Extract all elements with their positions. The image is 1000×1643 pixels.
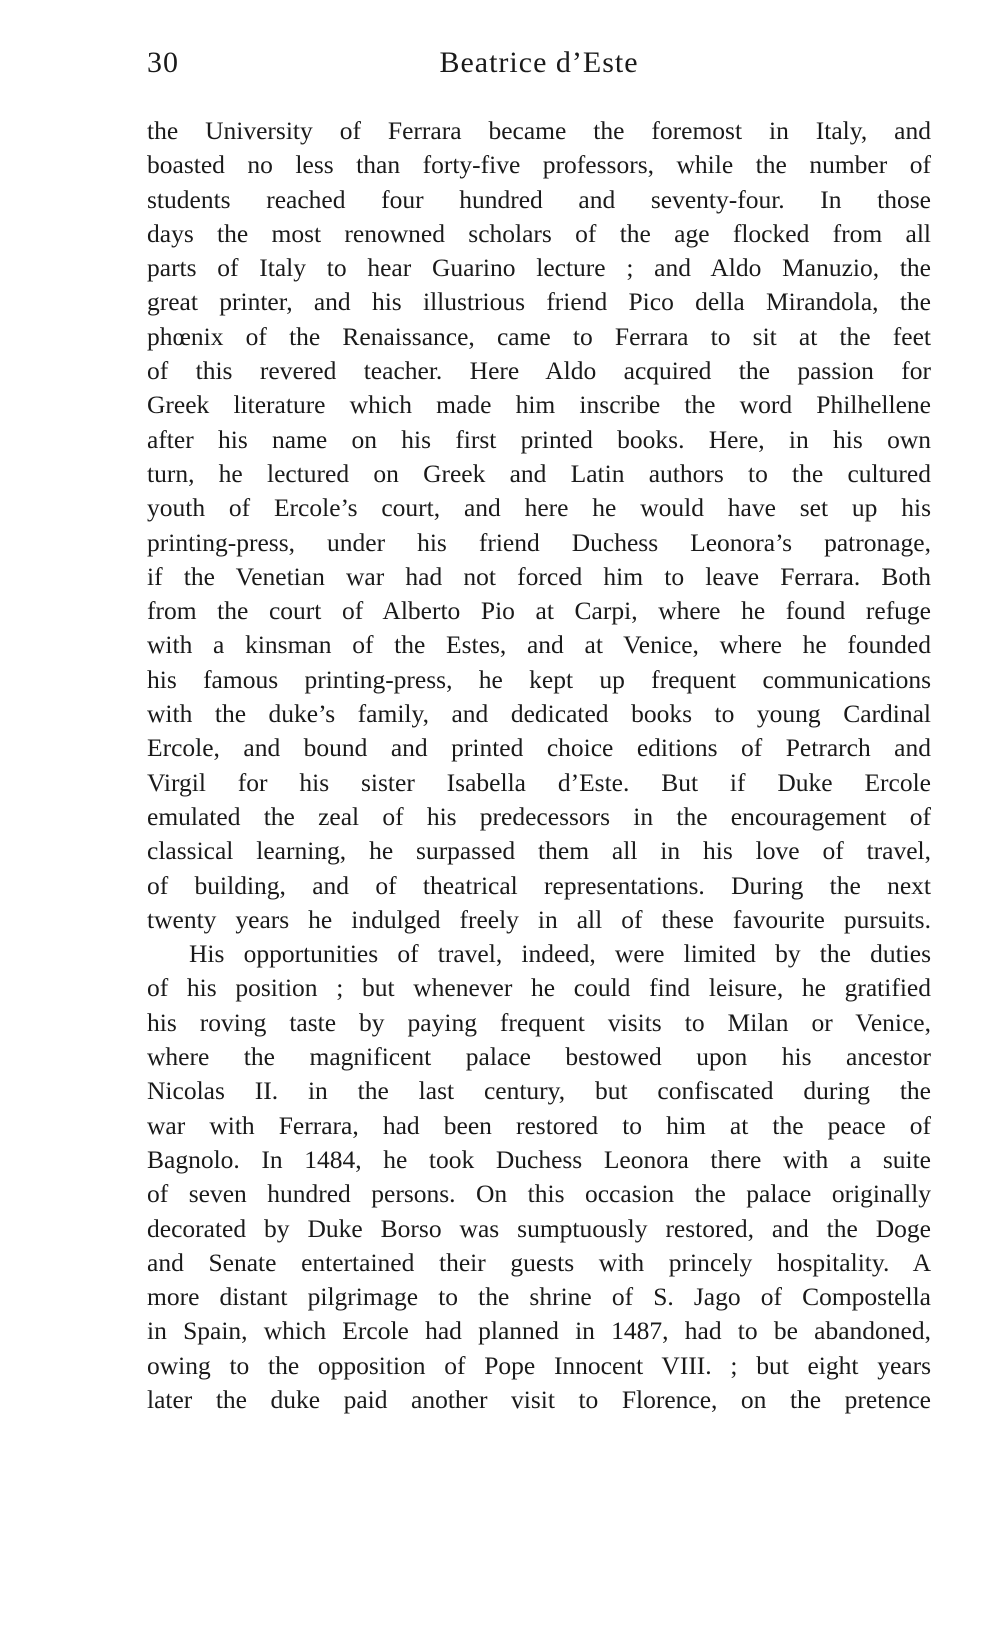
text-line: parts of Italy to hear Guarino lecture ; and Aldo Manuzio, the	[147, 253, 931, 283]
text-line: from the court of Alberto Pio at Carpi, where he found refuge	[147, 596, 931, 626]
text-line: youth of Ercole’s court, and here he would have set up his	[147, 493, 931, 523]
text-line: of seven hundred persons. On this occasion the palace originally	[147, 1179, 931, 1209]
text-line: and Senate entertained their guests with princely hospitality. A	[147, 1247, 931, 1277]
text-line: Nicolas II. in the last century, but confiscated during the	[147, 1076, 931, 1106]
text-line: twenty years he indulged freely in all of these favourite pursuits.	[147, 904, 931, 934]
text-line: the University of Ferrara became the foremost in Italy, and	[147, 116, 931, 145]
text-line: of his position ; but whenever he could find leisure, he gratified	[147, 973, 931, 1003]
text-line: his roving taste by paying frequent visits to Milan or Venice,	[147, 1007, 931, 1037]
text-line: students reached four hundred and seventy-four. In those	[147, 184, 931, 214]
text-line: in Spain, which Ercole had planned in 1487, had to be abandoned,	[147, 1316, 931, 1346]
text-line: phœnix of the Renaissance, came to Ferrara to sit at the feet	[147, 321, 931, 351]
text-line: emulated the zeal of his predecessors in the encouragement of	[147, 801, 931, 831]
page-header	[147, 46, 931, 90]
text-line: where the magnificent palace bestowed upon his ancestor	[147, 1042, 931, 1072]
text-line: decorated by Duke Borso was sumptuously restored, and the Doge	[147, 1213, 931, 1243]
text-line: with the duke’s family, and dedicated books to young Cardinal	[147, 699, 931, 729]
text-line: war with Ferrara, had been restored to him at the peace of	[147, 1110, 931, 1140]
text-line: classical learning, he surpassed them all in his love of travel,	[147, 836, 931, 866]
body-text	[147, 114, 931, 1417]
text-line: of building, and of theatrical representations. During the next	[147, 870, 931, 900]
text-line: owing to the opposition of Pope Innocent VIII. ; but eight years	[147, 1350, 931, 1380]
paragraph-first-line: His opportunities of travel, indeed, were limited by the duties	[189, 939, 931, 969]
text-line: of this revered teacher. Here Aldo acquired the passion for	[147, 356, 931, 386]
text-line: if the Venetian war had not forced him to leave Ferrara. Both	[147, 561, 931, 591]
text-line: days the most renowned scholars of the age flocked from all	[147, 218, 931, 248]
text-line: Bagnolo. In 1484, he took Duchess Leonora there with a suite	[147, 1144, 931, 1174]
text-line: after his name on his first printed books. Here, in his own	[147, 424, 931, 454]
text-line: turn, he lectured on Greek and Latin authors to the cultured	[147, 458, 931, 488]
text-line: later the duke paid another visit to Florence, on the pretence	[147, 1384, 931, 1414]
running-title: Beatrice d’Este	[439, 46, 639, 79]
text-line: with a kinsman of the Estes, and at Venice, where he founded	[147, 630, 931, 660]
text-line: Ercole, and bound and printed choice editions of Petrarch and	[147, 733, 931, 763]
text-line: his famous printing-press, he kept up frequent communications	[147, 664, 931, 694]
text-line: great printer, and his illustrious friend Pico della Mirandola, the	[147, 287, 931, 317]
text-line: printing-press, under his friend Duchess Leonora’s patronage,	[147, 527, 931, 557]
text-line: more distant pilgrimage to the shrine of S. Jago of Compostella	[147, 1282, 931, 1312]
text-line: Virgil for his sister Isabella d’Este. But if Duke Ercole	[147, 767, 931, 797]
text-line: Greek literature which made him inscribe the word Philhellene	[147, 390, 931, 420]
text-line: boasted no less than forty-five professors, while the number of	[147, 150, 931, 180]
page-number: 30	[147, 46, 179, 79]
